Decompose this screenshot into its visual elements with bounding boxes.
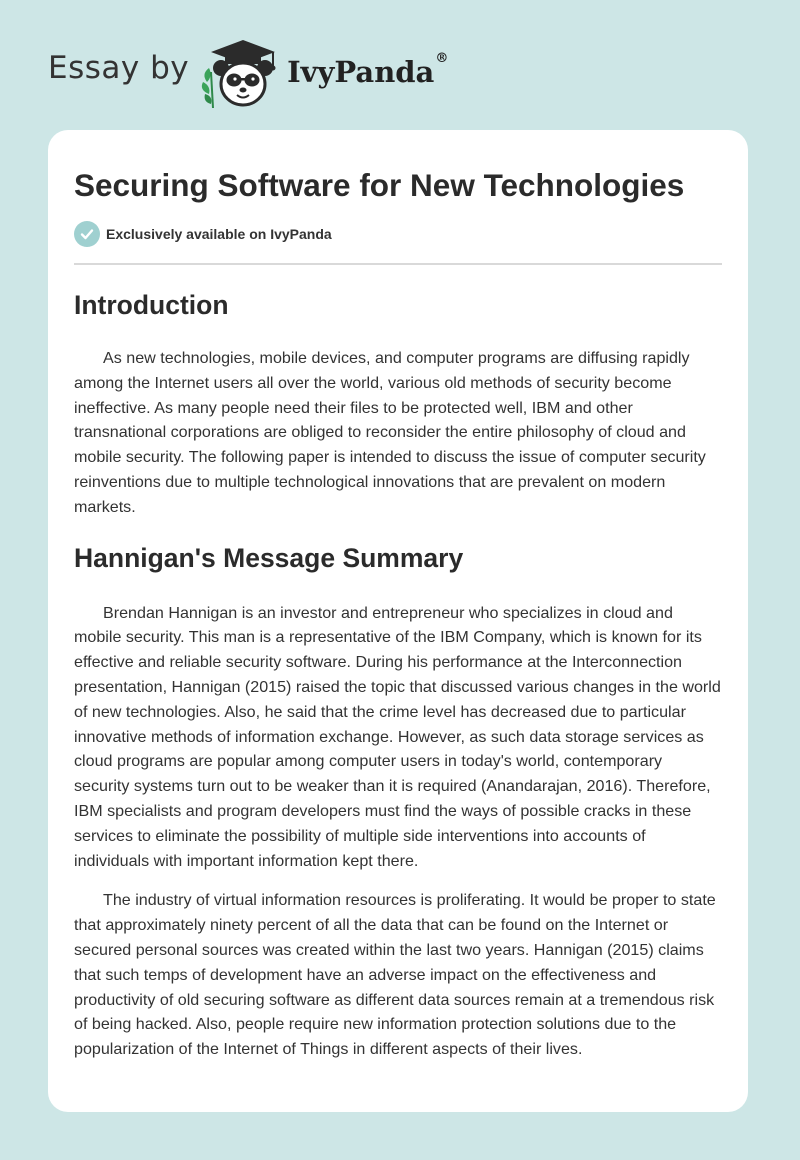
registered-mark: ® (435, 51, 449, 66)
check-badge (74, 221, 100, 247)
paragraph: Brendan Hannigan is an investor and entrepreneur who specializes in cloud and mobile security. This man is a representative of the IBM Company, which is known for its effective and reliable security software. During his performance at the Interconnection presentation, Hannigan (2015) raised the topic that discussed various changes in the world of new technologies. Also, he said that the crime level has decreased due to particular innovative methods of information exchange. However, as such data storage services as cloud programs are popular among computer users in today's world, contemporary security systems turn out to be weaker than it is required (Anandarajan, 2016). Therefore, IBM specialists and program developers must find the ways of possible cracks in these services to eliminate the possibility of multiple side interventions into accounts of individuals with important information kept there. (74, 603, 721, 870)
page-title: Securing Software for New Technologies (74, 167, 685, 203)
section-heading-introduction: Introduction (74, 290, 229, 320)
panda-graduate-logo-icon (199, 38, 283, 110)
paragraph: As new technologies, mobile devices, and computer programs are diffusing rapidly among the Internet users all over the world, various old methods of security become ineffective. As many people need their files to be protected well, IBM and other transnational corporations are obliged to reconsider the entire philosophy of cloud and mobile security. The following paper is intended to discuss the issue of computer security reinventions due to multiple technological innovations that are prevalent on modern markets. (74, 349, 706, 516)
brand-name (287, 51, 449, 89)
section-heading-hannigan-summary: Hannigan's Message Summary (74, 542, 464, 573)
brand-header[interactable] (48, 38, 448, 110)
divider (74, 263, 722, 265)
check-icon (80, 227, 94, 241)
brand-name-text: IvyPanda (287, 55, 435, 89)
essay-by-label: Essay by (48, 50, 190, 86)
exclusive-label: Exclusively available on IvyPanda (106, 226, 332, 242)
exclusive-badge (74, 221, 722, 247)
paragraph: The industry of virtual information resources is proliferating. It would be proper to state that approximately ninety percent of all the data that can be found on the Internet or secured personal sources was created within the last two years. Hannigan (2015) claims that such temps of development have an adverse impact on the effectiveness and productivity of old securing software as different data sources remain at a tremendous risk of being hacked. Also, people require new information protection solutions due to the popularization of the Internet of Things in different aspects of their lives. (74, 891, 716, 1059)
essay-card (48, 130, 748, 1112)
